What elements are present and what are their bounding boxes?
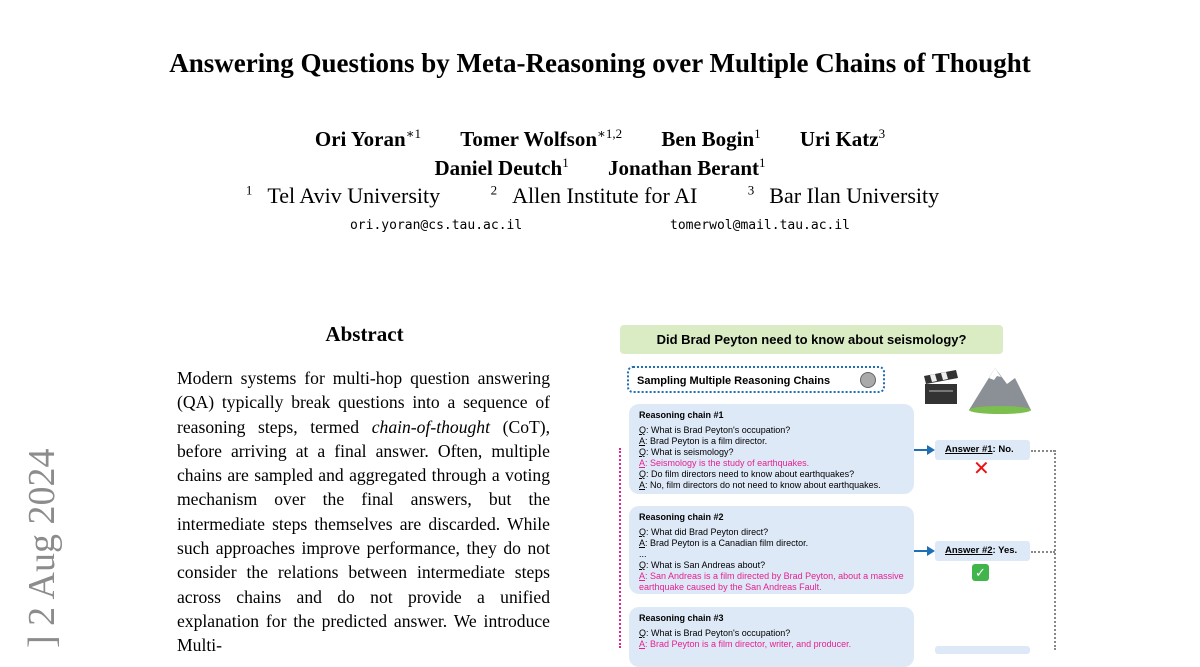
chain-line: Q: Do film directors need to know about earthquakes? xyxy=(639,469,855,479)
chain-line: Q: What is Brad Peyton's occupation? xyxy=(639,628,791,638)
arrow-head xyxy=(927,546,935,556)
chain-line: A: Brad Peyton is a film director. xyxy=(639,436,768,446)
figure-1 xyxy=(615,320,1065,648)
email[interactable]: tomerwol@mail.tau.ac.il xyxy=(670,218,851,233)
sampling-box: Sampling Multiple Reasoning Chains xyxy=(627,366,885,393)
chain-line: A: Brad Peyton is a Canadian film director. xyxy=(639,538,809,548)
chain-line: Q: What is San Andreas about? xyxy=(639,560,766,570)
answer-2: Answer #2: Yes. xyxy=(935,541,1030,561)
emails xyxy=(0,218,1200,233)
email[interactable]: ori.yoran@cs.tau.ac.il xyxy=(349,218,523,233)
connector xyxy=(1054,450,1056,650)
arrow-head xyxy=(927,445,935,455)
answer-3 xyxy=(935,646,1030,654)
connector xyxy=(1031,450,1055,452)
chain-line: A: Seismology is the study of earthquakes. xyxy=(639,458,810,468)
chain-line: Q: What is seismology? xyxy=(639,447,734,457)
reasoning-chain-1: Reasoning chain #1 Q: What is Brad Peyton's occupation? A: Brad Peyton is a film director. Q: What is seismology? A: Seismology is the study of earthquakes. Q: Do film directors need to know about earthquakes? A: No, film directors do not need to know about earthquakes. xyxy=(629,404,914,494)
chain-line: ... xyxy=(639,549,647,559)
mountain-icon xyxy=(967,362,1033,414)
affiliation: $^1$ Tel Aviv University xyxy=(245,183,441,209)
robot-icon xyxy=(860,372,876,388)
author: Ori Yoran$^{∗1}$ xyxy=(314,126,422,151)
wrong-icon: ✕ xyxy=(973,458,990,480)
author-row-1 xyxy=(0,126,1200,152)
abstract-heading: Abstract xyxy=(325,322,404,346)
author: Daniel Deutch$^1$ xyxy=(434,155,569,180)
reasoning-chain-3: Reasoning chain #3 Q: What is Brad Peyton's occupation? A: Brad Peyton is a film director, writer, and producer. xyxy=(629,607,914,667)
arxiv-stamp: ] 2 Aug 2024 xyxy=(21,448,63,648)
affiliations xyxy=(0,183,1200,209)
correct-icon: ✓ xyxy=(972,564,989,581)
abstract-body: Modern systems for multi-hop question answering (QA) typically break questions into a sequence of reasoning steps, termed chain-of-thought (CoT), before arriving at a final answer. Often, multiple chains are sampled and aggregated through a voting mechanism over the final answers, but the intermediate steps themselves are discarded. While such approaches improve performance, they do not consider the relations between intermediate steps across chains and do not provide a unified explanation for the predicted answer. We introduce Multi- xyxy=(177,368,551,656)
author: Ben Bogin$^1$ xyxy=(661,126,761,151)
question-box: Did Brad Peyton need to know about seismology? xyxy=(620,325,1003,354)
author: Jonathan Berant$^1$ xyxy=(607,155,766,180)
connector xyxy=(1031,551,1055,553)
chain-line: Q: What did Brad Peyton direct? xyxy=(639,527,769,537)
chain-line: A: No, film directors do not need to know about earthquakes. xyxy=(639,480,881,490)
author: Uri Katz$^3$ xyxy=(799,126,886,151)
chain-line: A: San Andreas is a film directed by Brad Peyton, about a massive earthquake caused by the San Andreas Fault. xyxy=(639,571,904,592)
affiliation: $^2$ Allen Institute for AI xyxy=(490,183,698,209)
chain-line: Q: What is Brad Peyton's occupation? xyxy=(639,425,791,435)
highlight-connector xyxy=(619,448,621,648)
paper-title: Answering Questions by Meta-Reasoning over Multiple Chains of Thought xyxy=(169,48,1031,78)
author-row-2 xyxy=(0,155,1200,181)
clapperboard-icon xyxy=(921,368,963,408)
chain-line: A: Brad Peyton is a film director, writer, and producer. xyxy=(639,639,852,649)
answer-1: Answer #1: No. xyxy=(935,440,1030,460)
reasoning-chain-2: Reasoning chain #2 Q: What did Brad Peyton direct? A: Brad Peyton is a Canadian film director. ... Q: What is San Andreas about? A: San Andreas is a film directed by Brad Peyton, about a massive earthquake caused by the San Andreas Fault. xyxy=(629,506,914,594)
affiliation: $^3$ Bar Ilan University xyxy=(747,183,940,209)
author: Tomer Wolfson$^{∗1,2}$ xyxy=(460,126,623,151)
